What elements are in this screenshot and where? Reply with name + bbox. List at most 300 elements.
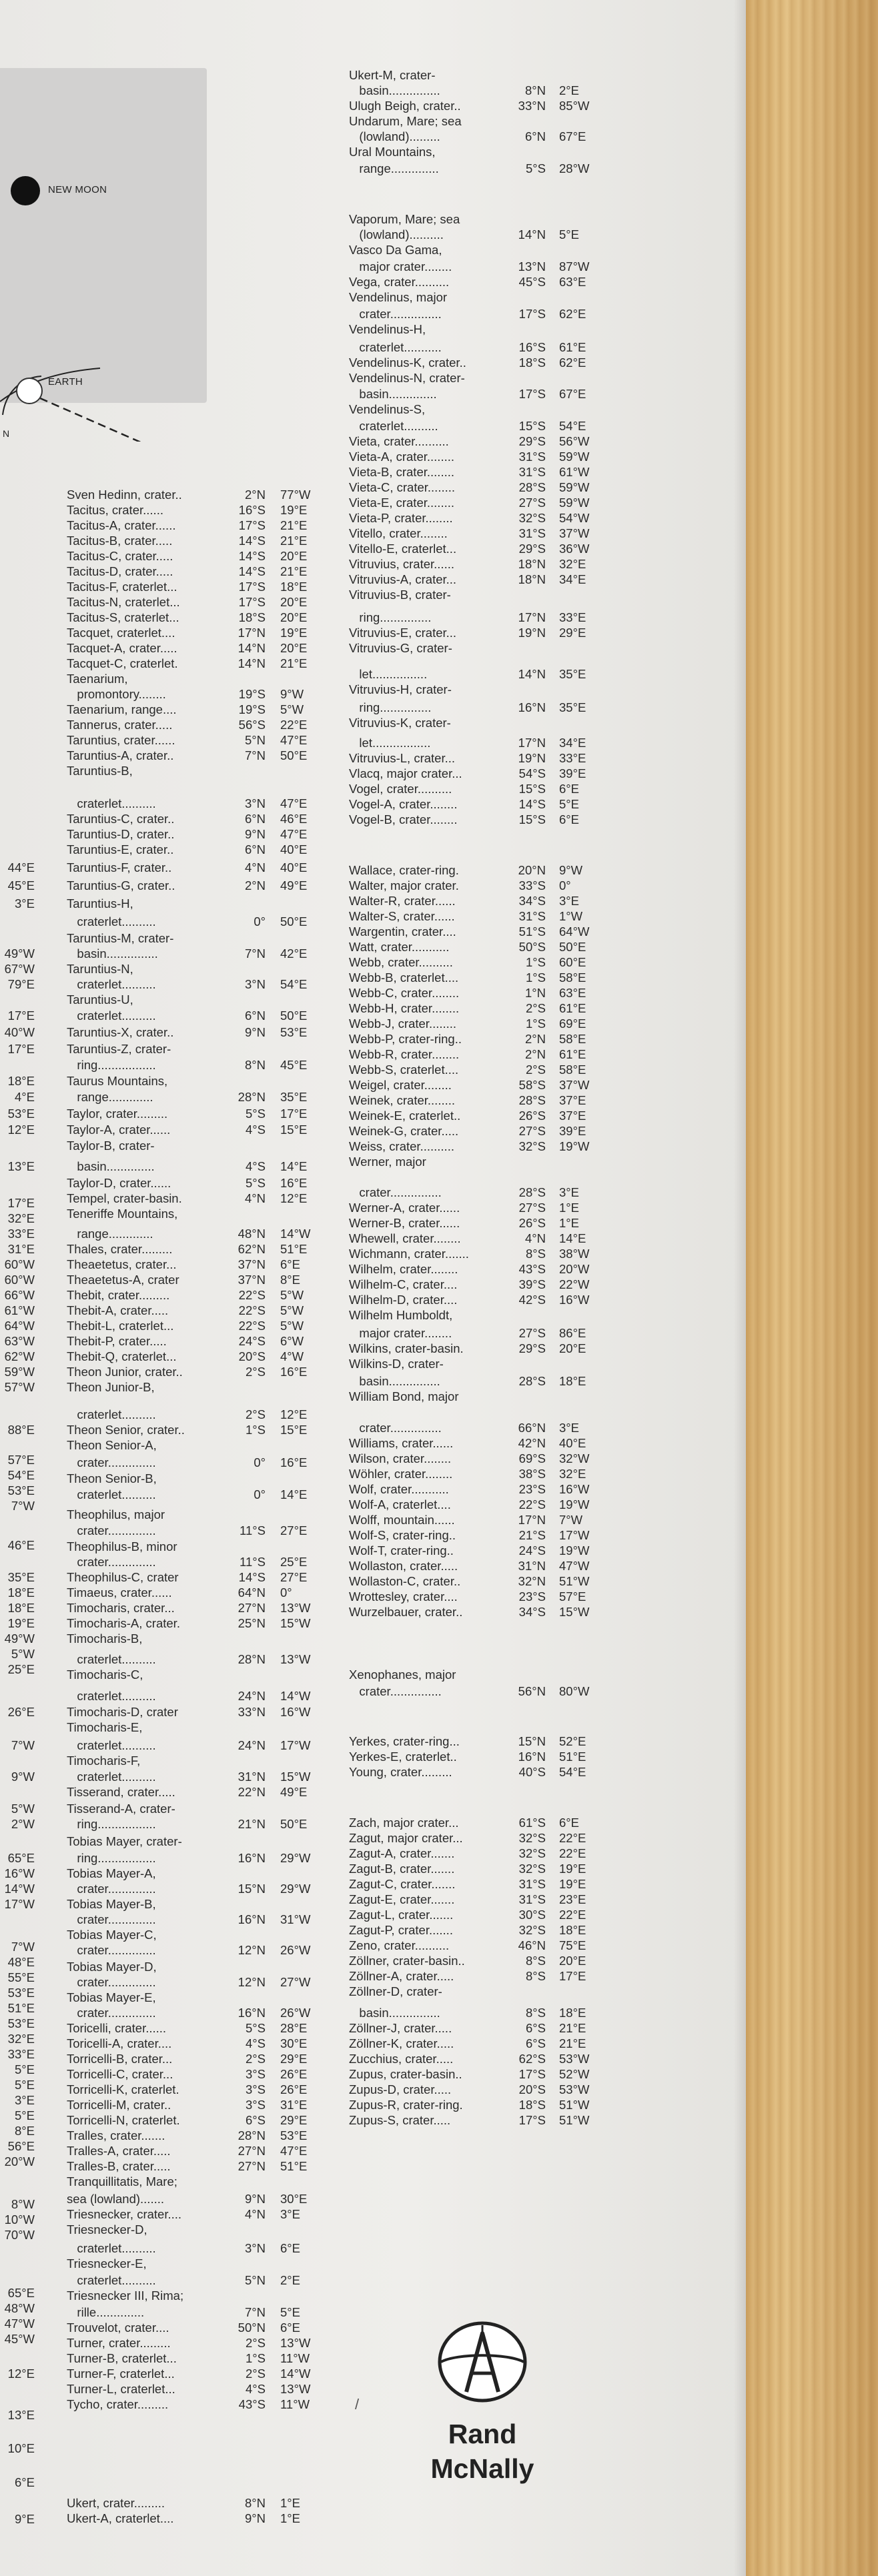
feature-name: Vitello-E, craterlet <box>349 542 446 556</box>
longitude-value: 18°E <box>559 2006 586 2020</box>
longitude-value: 35°E <box>559 700 586 714</box>
feature-name: Vitruvius-E, crater <box>349 626 446 640</box>
longitude-value: 3°E <box>280 2207 301 2221</box>
gazetteer-entry <box>349 1938 449 1952</box>
latitude-value: 16°N <box>238 2006 266 2020</box>
gazetteer-entry <box>67 812 174 826</box>
longitude-value: 59°W <box>559 496 590 510</box>
gazetteer-entry <box>67 1975 156 1989</box>
latitude-value: 56°S <box>238 718 266 732</box>
leader-dots: ... <box>446 572 457 586</box>
feature-name: Wolff, mountain <box>349 1513 434 1527</box>
latitude-value: 5°S <box>245 1107 266 1121</box>
new-moon-label: NEW MOON <box>48 184 107 195</box>
edge-coordinate: 7°W <box>11 1738 35 1752</box>
longitude-value: 61°E <box>559 340 586 354</box>
feature-name: Werner-A, crater <box>349 1201 440 1215</box>
gazetteer-entry <box>349 667 427 681</box>
leader-dots: ..... <box>441 1124 459 1138</box>
latitude-value: 22°S <box>238 1319 266 1333</box>
longitude-value: 13°W <box>280 2382 311 2396</box>
longitude-value: 28°W <box>559 161 590 175</box>
latitude-value: 31°N <box>518 1559 546 1573</box>
feature-name: Vasco Da Gama, <box>349 243 442 257</box>
feature-name: Zach, major crater <box>349 1816 449 1830</box>
latitude-value: 33°N <box>518 99 546 113</box>
logo-wordmark-rand: Rand <box>448 2419 517 2449</box>
gazetteer-entry <box>67 1365 183 1379</box>
latitude-value: 31°N <box>238 1770 266 1784</box>
gazetteer-entry <box>67 1882 156 1896</box>
longitude-value: 47°E <box>280 2144 308 2158</box>
feature-name: Thebit-Q, craterlet <box>67 1349 167 1363</box>
longitude-value: 86°E <box>559 1326 586 1340</box>
leader-dots: .............. <box>96 2305 145 2319</box>
longitude-value: 5°E <box>559 797 580 811</box>
leader-dots: .......... <box>121 1009 156 1023</box>
leader-dots: ......... <box>136 1107 168 1121</box>
latitude-value: 6°S <box>245 2113 266 2127</box>
feature-name: Undarum, Mare; sea <box>349 114 462 128</box>
gazetteer-entry <box>67 962 133 976</box>
longitude-value: 32°W <box>559 1451 590 1465</box>
gazetteer-entry <box>67 1585 172 1599</box>
longitude-value: 59°W <box>559 480 590 494</box>
gazetteer-entry <box>349 99 461 113</box>
longitude-value: 7°W <box>559 1513 583 1527</box>
feature-name: Theaetetus-A, crater <box>67 1273 179 1287</box>
feature-name: Taruntius-E, crater <box>67 842 167 856</box>
leader-dots: ........... <box>411 1482 449 1496</box>
latitude-value: 61°S <box>518 1816 546 1830</box>
latitude-value: 6°N <box>244 812 266 826</box>
longitude-value: 29°W <box>280 1882 311 1896</box>
feature-name: Theon Junior-B, <box>67 1380 155 1394</box>
feature-name: Walter, major crater <box>349 878 456 892</box>
latitude-value: 21°S <box>518 1528 546 1542</box>
longitude-value: 54°E <box>280 977 308 991</box>
gazetteer-entry <box>349 986 459 1000</box>
feature-name: Vega, crater <box>349 275 415 289</box>
feature-name: Timocharis-C, <box>67 1668 143 1682</box>
gazetteer-entry <box>67 977 156 991</box>
longitude-value: 0° <box>280 1585 292 1599</box>
latitude-value: 43°S <box>238 2397 266 2411</box>
feature-name: Taruntius-M, crater- <box>67 931 174 945</box>
leader-dots: .............. <box>107 1912 156 1926</box>
edge-coordinate: 49°W <box>4 946 35 960</box>
longitude-value: 11°W <box>280 2351 310 2365</box>
edge-coordinate: 61°W <box>4 1303 35 1317</box>
leader-dots: ........ <box>432 1047 460 1061</box>
longitude-value: 53°E <box>280 1025 308 1039</box>
gazetteer-entry <box>67 1273 179 1287</box>
longitude-value: 58°E <box>559 1063 586 1077</box>
leader-dots: .......... <box>121 1407 156 1421</box>
longitude-value: 3°E <box>559 1421 580 1435</box>
edge-coordinate: 32°E <box>7 1211 35 1225</box>
feature-name: Vieta-B, crater <box>349 465 427 479</box>
feature-name: Tacquet-C, craterlet <box>67 656 175 670</box>
latitude-value: 50°S <box>518 940 546 954</box>
latitude-value: 2°S <box>245 1365 266 1379</box>
feature-name: crater <box>349 1185 390 1199</box>
longitude-value: 31°W <box>280 1912 311 1926</box>
feature-name: sea (lowland) <box>67 2192 141 2206</box>
leader-dots: .. <box>459 356 466 370</box>
leader-dots: ...... <box>434 894 456 908</box>
leader-dots: .............. <box>390 161 439 175</box>
feature-name: Taylor-B, crater- <box>67 1139 155 1153</box>
gazetteer-entry <box>67 2496 165 2510</box>
feature-name: Zucchius, crater <box>349 2052 436 2066</box>
leader-dots: ... <box>166 1349 177 1363</box>
longitude-value: 50°E <box>280 1009 308 1023</box>
latitude-value: 2°S <box>245 1407 266 1421</box>
leader-dots: ..... <box>153 2159 171 2173</box>
longitude-value: 54°E <box>559 419 586 433</box>
edge-coordinate: 5°W <box>11 1802 35 1816</box>
longitude-value: 14°W <box>280 1227 311 1241</box>
latitude-value: 18°N <box>518 572 546 586</box>
feature-name: Theophilus-C, crater <box>67 1570 179 1584</box>
feature-name: craterlet <box>67 1689 122 1703</box>
feature-name: Vlacq, major crater <box>349 766 452 780</box>
feature-name: Taurus Mountains, <box>67 1074 168 1088</box>
leader-dots: ............... <box>388 1374 440 1388</box>
longitude-value: 59°W <box>559 450 590 464</box>
feature-name: Wilkins-D, crater- <box>349 1357 444 1371</box>
edge-coordinate: 8°W <box>11 2197 35 2211</box>
leader-dots: .......... <box>121 1689 156 1703</box>
feature-name: Vendelinus, major <box>349 290 448 304</box>
gazetteer-entry <box>67 2113 180 2127</box>
gazetteer-entry <box>349 1341 464 1355</box>
wood-surface-background <box>746 0 878 2576</box>
latitude-value: 62°S <box>518 2052 546 2066</box>
latitude-value: 18°S <box>518 2098 546 2112</box>
edge-coordinate: 64°W <box>4 1319 35 1333</box>
edge-coordinate: 40°W <box>4 1025 35 1039</box>
gazetteer-entry <box>349 1467 452 1481</box>
feature-name: crater <box>67 1975 108 1989</box>
longitude-value: 14°E <box>559 1231 586 1245</box>
leader-dots: .. <box>167 827 175 841</box>
edge-coordinate: 51°E <box>7 2001 35 2015</box>
feature-name: Timaeus, crater <box>67 1585 151 1599</box>
new-moon-disc-icon <box>11 176 40 205</box>
gazetteer-entry <box>349 1047 459 1061</box>
feature-name: Taruntius-H, <box>67 896 133 910</box>
gazetteer-entry <box>67 1689 156 1703</box>
rand-mcnally-globe-logo-icon <box>437 2320 528 2404</box>
gazetteer-entry <box>349 1063 458 1077</box>
gazetteer-entry <box>67 656 178 670</box>
gazetteer-entry <box>67 1770 156 1784</box>
gazetteer-entry <box>349 909 455 923</box>
latitude-value: 14°S <box>238 1570 266 1584</box>
leader-dots: ...... <box>434 557 454 571</box>
latitude-value: 32°N <box>518 1574 546 1588</box>
feature-name: Tobias Mayer-B, <box>67 1897 156 1911</box>
edge-coordinate: 60°W <box>4 1257 35 1271</box>
leader-dots: ......... <box>421 1765 452 1779</box>
feature-name: craterlet <box>67 1009 122 1023</box>
gazetteer-entry <box>349 1308 452 1322</box>
leader-dots: ...... <box>434 909 455 923</box>
edge-coordinate: 57°W <box>4 1380 35 1394</box>
gazetteer-entry <box>67 1107 167 1121</box>
latitude-value: 19°N <box>518 626 546 640</box>
longitude-value: 5°E <box>280 2305 301 2319</box>
gazetteer-entry <box>67 1834 182 1848</box>
feature-name: Thales, crater <box>67 1242 142 1256</box>
feature-name: Theophilus, major <box>67 1507 165 1521</box>
feature-name: Williams, crater <box>349 1436 433 1450</box>
edge-coordinate: 18°E <box>7 1074 35 1088</box>
leader-dots: ........ <box>425 511 453 525</box>
longitude-value: 12°E <box>280 1407 308 1421</box>
edge-coordinate: 17°W <box>4 1897 35 1911</box>
leader-dots: .......... <box>418 955 453 969</box>
feature-name: Wilhelm Humboldt, <box>349 1308 453 1322</box>
longitude-value: 20°W <box>559 1262 590 1276</box>
latitude-value: 4°N <box>244 860 266 874</box>
feature-name: crater <box>67 1943 108 1957</box>
latitude-value: 13°N <box>518 259 546 273</box>
feature-name: Turner-B, craterlet <box>67 2351 167 2365</box>
latitude-value: 8°S <box>525 1954 546 1968</box>
gazetteer-entry <box>349 1017 456 1031</box>
gazetteer-entry <box>349 1001 459 1015</box>
edge-coordinate: 53°E <box>7 2016 35 2030</box>
latitude-value: 1°N <box>524 986 546 1000</box>
gazetteer-entry <box>349 371 465 385</box>
latitude-value: 28°S <box>518 1185 546 1199</box>
feature-name: Weinek-E, craterlet <box>349 1109 454 1123</box>
leader-dots: . <box>455 878 459 892</box>
gazetteer-entry <box>67 2192 164 2206</box>
latitude-value: 17°S <box>518 387 546 401</box>
edge-coordinate: 33°E <box>7 1227 35 1241</box>
feature-name: crater <box>67 1882 108 1896</box>
feature-name: basin <box>349 2006 389 2020</box>
latitude-value: 5°S <box>245 2021 266 2035</box>
feature-name: Tacquet, craterlet <box>67 626 161 640</box>
gazetteer-entry <box>349 1969 454 1983</box>
latitude-value: 39°S <box>518 1277 546 1291</box>
leader-dots: ..... <box>436 2036 454 2050</box>
longitude-value: 17°E <box>559 1969 586 1983</box>
latitude-value: 27°N <box>238 1601 266 1615</box>
leader-dots: . <box>460 1341 464 1355</box>
feature-name: Zupus-R, crater-ring <box>349 2098 460 2112</box>
edge-coordinate: 88°E <box>7 1423 35 1437</box>
leader-dots: ....... <box>428 1923 453 1937</box>
gazetteer-entry <box>67 1616 180 1630</box>
leader-dots: .. <box>165 860 172 874</box>
leader-dots: ........ <box>430 1262 458 1276</box>
feature-name: Theaetetus, crater <box>67 1257 167 1271</box>
moon-phase-diagram <box>0 68 207 439</box>
longitude-value: 15°E <box>280 1123 308 1137</box>
feature-name: Wolf-A, craterlet <box>349 1497 438 1511</box>
feature-name: Tralles-A, crater <box>67 2144 153 2158</box>
gazetteer-entry <box>67 2128 165 2142</box>
longitude-value: 53°W <box>559 2052 590 2066</box>
longitude-value: 40°E <box>559 1436 586 1450</box>
edge-coordinate: 9°E <box>14 2512 35 2526</box>
latitude-value: 2°S <box>525 1063 546 1077</box>
gazetteer-entry <box>67 1058 156 1072</box>
longitude-value: 26°W <box>280 1943 311 1957</box>
longitude-value: 19°W <box>559 1497 590 1511</box>
leader-dots: .. <box>456 1605 463 1619</box>
latitude-value: 17°N <box>238 626 266 640</box>
gazetteer-entry <box>349 526 448 540</box>
gazetteer-entry <box>349 356 466 370</box>
latitude-value: 42°S <box>518 1293 546 1307</box>
latitude-value: 7°N <box>244 2305 266 2319</box>
feature-name: Trouvelot, crater <box>67 2321 155 2335</box>
latitude-value: 2°N <box>524 1032 546 1046</box>
feature-name: Walter-R, crater <box>349 894 435 908</box>
gazetteer-entry <box>349 1436 453 1450</box>
gazetteer-entry <box>67 2336 171 2350</box>
longitude-value: 9°W <box>559 863 583 877</box>
gazetteer-entry <box>67 796 156 810</box>
gazetteer-entry <box>349 419 438 433</box>
edge-coordinate: 63°W <box>4 1334 35 1348</box>
gazetteer-entry <box>349 863 459 877</box>
longitude-value: 17°W <box>559 1528 590 1542</box>
edge-coordinate: 79°E <box>7 977 35 991</box>
gazetteer-entry <box>67 1159 155 1173</box>
gazetteer-entry <box>67 1303 168 1317</box>
leader-dots: ...... <box>154 733 175 747</box>
feature-name: Timocharis-F, <box>67 1754 141 1768</box>
gazetteer-entry <box>349 2021 452 2035</box>
leader-dots: ...... <box>151 1585 172 1599</box>
feature-name: Walter-S, crater <box>349 909 434 923</box>
gazetteer-entry <box>67 580 177 594</box>
longitude-value: 27°E <box>280 1523 308 1537</box>
feature-name: Tisserand-A, crater- <box>67 1802 175 1816</box>
edge-coordinate: 9°W <box>11 1770 35 1784</box>
edge-coordinate: 7°W <box>11 1499 35 1513</box>
gazetteer-entry <box>67 2257 147 2271</box>
gazetteer-entry <box>67 733 175 747</box>
edge-coordinate: 35°E <box>7 1570 35 1584</box>
latitude-value: 29°S <box>518 1341 546 1355</box>
leader-dots: ... <box>165 2382 175 2396</box>
latitude-value: 32°S <box>518 1846 546 1860</box>
gazetteer-entry <box>349 1326 452 1340</box>
latitude-value: 6°S <box>525 2021 546 2035</box>
leader-dots: ........ <box>427 480 456 494</box>
feature-name: Taruntius-C, crater <box>67 812 168 826</box>
leader-dots: ... <box>169 595 180 609</box>
gazetteer-entry <box>67 1720 142 1734</box>
longitude-value: 52°E <box>559 1734 586 1748</box>
gazetteer-entry <box>349 588 451 602</box>
longitude-value: 50°E <box>559 940 586 954</box>
gazetteer-entry <box>67 2021 166 2035</box>
gazetteer-entry <box>67 2207 181 2221</box>
edge-coordinate: 53°E <box>7 1483 35 1497</box>
longitude-value: 20°E <box>280 549 308 563</box>
longitude-value: 6°E <box>559 1816 580 1830</box>
gazetteer-entry <box>67 1438 157 1452</box>
longitude-value: 49°E <box>280 878 308 892</box>
gazetteer-entry <box>349 161 439 175</box>
latitude-value: 17°N <box>518 610 546 624</box>
leader-dots: .......... <box>121 1652 156 1666</box>
feature-name: Tempel, crater-basin <box>67 1191 179 1205</box>
feature-name: Zagut-E, crater <box>349 1892 431 1906</box>
longitude-value: 22°W <box>559 1277 590 1291</box>
feature-name: Weinek, crater <box>349 1093 428 1107</box>
latitude-value: 24°S <box>518 1543 546 1557</box>
leader-dots: ... <box>164 2367 175 2381</box>
longitude-value: 13°W <box>280 1601 311 1615</box>
feature-name: Timocharis-B, <box>67 1632 143 1646</box>
leader-dots: .......... <box>409 227 444 241</box>
gazetteer-entry <box>67 2241 156 2255</box>
gazetteer-entry <box>67 878 175 892</box>
leader-dots: ............... <box>390 1185 442 1199</box>
feature-name: Zagut-L, crater <box>349 1908 430 1922</box>
latitude-value: 48°N <box>238 1227 266 1241</box>
leader-dots: .............. <box>107 2006 156 2020</box>
leader-dots: ........ <box>425 1467 453 1481</box>
earth-icon <box>16 378 43 404</box>
gazetteer-entry <box>349 924 456 938</box>
feature-name: Watt, crater <box>349 940 412 954</box>
edge-coordinate: 10°E <box>7 2441 35 2455</box>
longitude-value: 14°E <box>280 1159 308 1173</box>
feature-name: William Bond, major <box>349 1389 459 1403</box>
latitude-value: 5°N <box>244 2273 266 2287</box>
gazetteer-entry <box>67 1754 140 1768</box>
feature-name: Wilson, crater <box>349 1451 424 1465</box>
edge-coordinate: 2°W <box>11 1817 35 1831</box>
longitude-value: 16°W <box>559 1482 590 1496</box>
gazetteer-entry <box>349 1574 460 1588</box>
leader-dots: ........ <box>432 1001 460 1015</box>
leader-dots: ........ <box>424 1451 452 1465</box>
leader-dots: ............... <box>380 610 432 624</box>
leader-dots: ............... <box>380 700 432 714</box>
leader-dots: ...... <box>439 1216 460 1230</box>
feature-name: crater <box>67 1912 108 1926</box>
leader-dots: .. <box>454 1032 462 1046</box>
longitude-value: 19°W <box>559 1543 590 1557</box>
leader-dots: .. <box>167 812 175 826</box>
feature-name: Wöhler, crater <box>349 1467 426 1481</box>
gazetteer-entry <box>349 1734 460 1748</box>
gazetteer-entry <box>349 465 454 479</box>
feature-name: ring <box>67 1851 98 1865</box>
edge-coordinate: 60°W <box>4 1273 35 1287</box>
edge-coordinate: 49°W <box>4 1632 35 1646</box>
edge-coordinate: 5°E <box>14 2108 35 2122</box>
latitude-value: 42°N <box>518 1436 546 1450</box>
feature-name: Vendelinus-K, crater <box>349 356 460 370</box>
leader-dots: .. <box>450 1750 457 1764</box>
latitude-value: 21°N <box>238 1817 266 1831</box>
longitude-value: 6°E <box>559 782 580 796</box>
